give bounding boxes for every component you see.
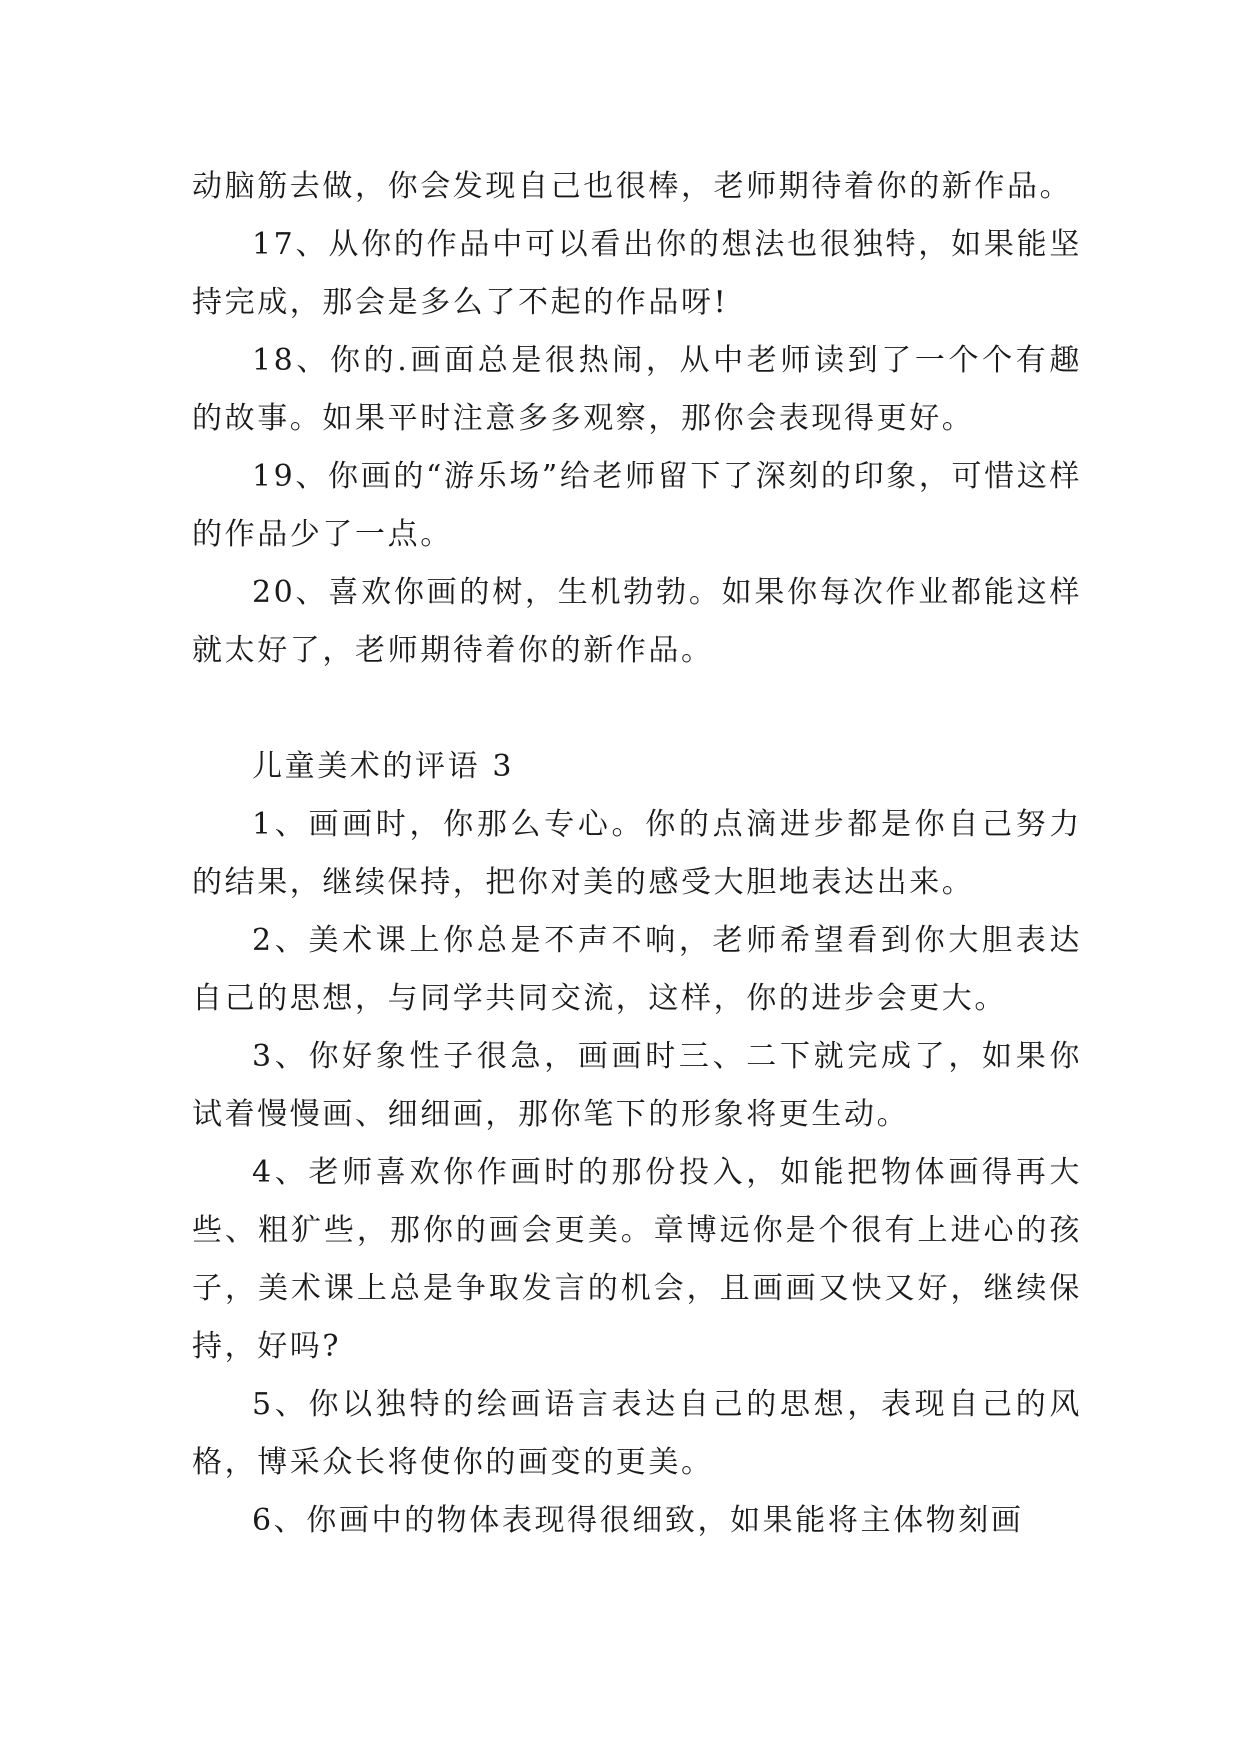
paragraph-continued: 动脑筋去做，你会发现自己也很棒，老师期待着你的新作品。 [192, 169, 1073, 204]
comment-18: 18、你的.画面总是很热闹，从中老师读到了一个个有趣的故事。如果平时注意多多观察，那你会表现得更好。 [192, 343, 1082, 436]
comment-19: 19、你画的“游乐场”给老师留下了深刻的印象，可惜这样的作品少了一点。 [192, 459, 1082, 552]
document-body [192, 158, 1082, 1550]
comment-20: 20、喜欢你画的树，生机勃勃。如果你每次作业都能这样就太好了，老师期待着你的新作品。 [192, 575, 1082, 668]
comment-5: 5、你以独特的绘画语言表达自己的思想，表现自己的风格，博采众长将使你的画变的更美。 [192, 1387, 1082, 1480]
section-heading: 儿童美术的评语 3 [252, 749, 515, 784]
comment-4: 4、老师喜欢你作画时的那份投入，如能把物体画得再大些、粗犷些，那你的画会更美。章博远你是个很有上进心的孩子，美术课上总是争取发言的机会，且画画又快又好，继续保持，好吗? [192, 1155, 1082, 1364]
comment-2: 2、美术课上你总是不声不响，老师希望看到你大胆表达自己的思想，与同学共同交流，这样，你的进步会更大。 [192, 923, 1082, 1016]
comment-6: 6、你画中的物体表现得很细致，如果能将主体物刻画 [252, 1503, 1024, 1538]
comment-17: 17、从你的作品中可以看出你的想法也很独特，如果能坚持完成，那会是多么了不起的作品呀! [192, 227, 1082, 320]
comment-1: 1、画画时，你那么专心。你的点滴进步都是你自己努力的结果，继续保持，把你对美的感受大胆地表达出来。 [192, 807, 1082, 900]
comment-3: 3、你好象性子很急，画画时三、二下就完成了，如果你试着慢慢画、细细画，那你笔下的形象将更生动。 [192, 1039, 1082, 1132]
